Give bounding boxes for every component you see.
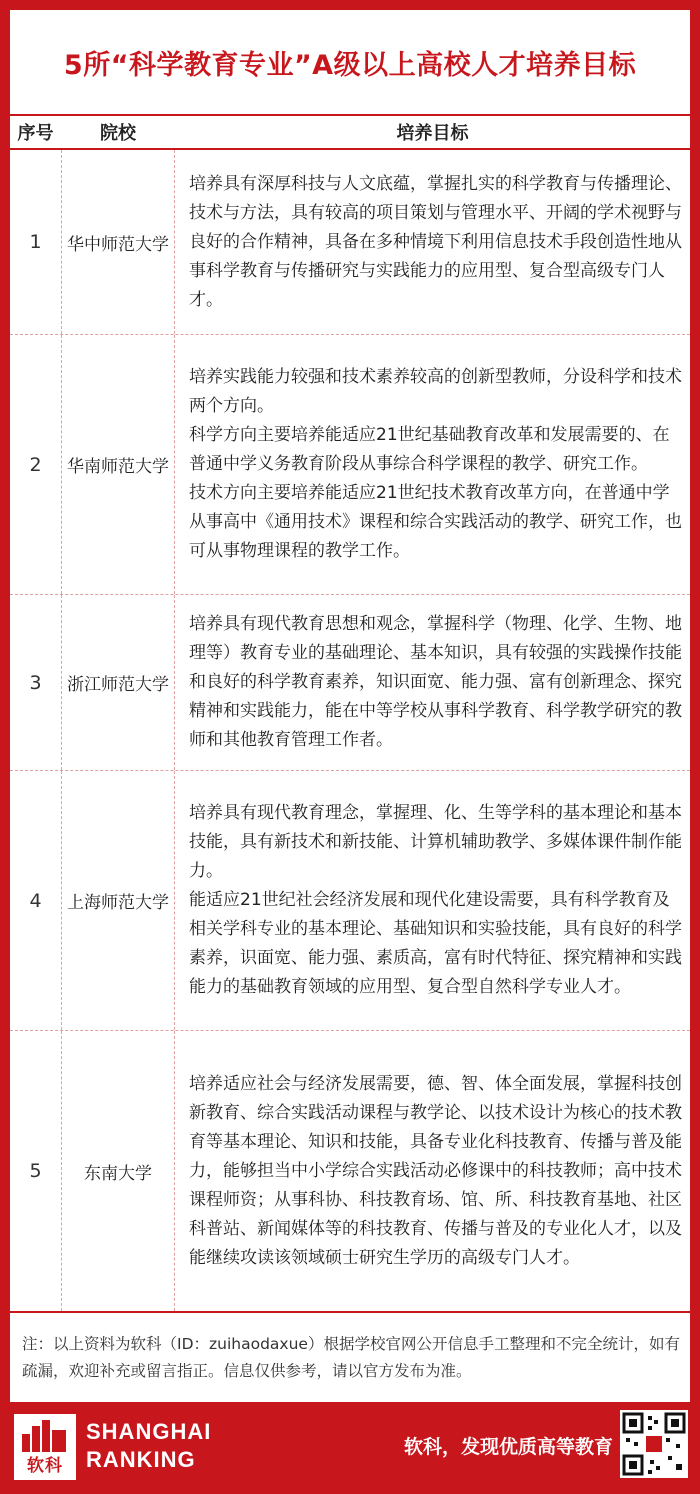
goal-paragraph: 培养具有现代教育思想和观念，掌握科学（物理、化学、生物、地理等）教育专业的基础理论、基本知识，具有较强的实践操作技能和良好的科学教育素养，知识面宽、能力强、富有创新理念、探究精神和实践能力，能在中等学校从事科学教育、科学教学研究的教师和其他教育管理工作者。 (189, 614, 682, 750)
goal-paragraph: 培养实践能力较强和技术素养较高的创新型教师，分设科学和技术两个方向。 (189, 367, 682, 416)
header-school: 院校 (100, 123, 136, 144)
page-title: 5所“科学教育专业”A级以上高校人才培养目标 (63, 49, 637, 81)
school-name: 华南师范大学 (61, 335, 175, 594)
training-goal (175, 595, 690, 770)
content-card (10, 10, 690, 1402)
table-row (10, 1031, 690, 1313)
training-goal (175, 771, 690, 1030)
brand-line-2: RANKING (86, 1447, 196, 1472)
row-number: 3 (29, 671, 42, 694)
table-row (10, 150, 690, 335)
training-goal (175, 335, 690, 594)
school-name: 上海师范大学 (61, 771, 175, 1030)
training-goal (175, 1031, 690, 1311)
table-row (10, 595, 690, 771)
row-number: 2 (29, 453, 42, 476)
school-name: 浙江师范大学 (61, 595, 175, 770)
row-number: 5 (29, 1160, 42, 1182)
brand-name (86, 1418, 211, 1474)
shanghai-ranking-logo[interactable] (14, 1414, 76, 1480)
table-row (10, 771, 690, 1031)
slogan: 软科，发现优质高等教育 (404, 1436, 614, 1458)
school-name: 华中师范大学 (61, 150, 175, 334)
school-name: 东南大学 (61, 1031, 175, 1311)
row-number: 1 (29, 231, 42, 253)
goal-paragraph: 能适应21世纪社会经济发展和现代化建设需要，具有科学教育及相关学科专业的基本理论、基础知识和实验技能，具有良好的科学素养，识面宽、能力强、素质高，富有时代特征、探究精神和实践能力的基础教育领域的应用型、复合型自然科学专业人才。 (189, 890, 682, 997)
footnote: 注：以上资料为软科（ID：zuihaodaxue）根据学校官网公开信息手工整理和不完全统计，如有疏漏，欢迎补充或留言指正。信息仅供参考，请以官方发布为准。 (22, 1335, 680, 1380)
bar-chart-icon (22, 1420, 68, 1452)
goal-paragraph: 科学方向主要培养能适应21世纪基础教育改革和发展需要的、在普通中学义务教育阶段从事综合科学课程的教学、研究工作。 (189, 425, 670, 474)
goal-paragraph: 技术方向主要培养能适应21世纪技术教育改革方向，在普通中学从事高中《通用技术》课程和综合实践活动的教学、研究工作，也可从事物理课程的教学工作。 (189, 483, 682, 561)
goal-paragraph: 培养适应社会与经济发展需要，德、智、体全面发展，掌握科技创新教育、综合实践活动课程与教学论、以技术设计为核心的技术教育等基本理论、知识和技能，具备专业化科技教育、传播与普及能力，能够担当中小学综合实践活动必修课中的科技教师；高中技术课程师资；从事科协、科技教育场、馆、所、科技教育基地、社区科普站、新闻媒体等的科技教育、传播与普及的专业化人才，以及能继续攻读该领域硕士研究生学历的高级专门人才。 (189, 1073, 682, 1268)
header-goal: 培养目标 (396, 123, 469, 144)
qr-code-icon[interactable] (620, 1410, 688, 1478)
goal-paragraph: 培养具有现代教育理念，掌握理、化、生等学科的基本理论和基本技能，具有新技术和新技能、计算机辅助教学、多媒体课件制作能力。 (189, 803, 682, 881)
training-goal (175, 150, 690, 334)
header-no: 序号 (17, 123, 54, 144)
logo-text: 软科 (27, 1456, 63, 1476)
brand-line-1: SHANGHAI (86, 1419, 212, 1444)
table-header (10, 114, 690, 150)
row-number: 4 (29, 889, 42, 912)
footer-bar (0, 1402, 700, 1494)
goals-table (10, 114, 690, 1313)
table-body (10, 150, 690, 1313)
goal-paragraph: 培养具有深厚科技与人文底蕴，掌握扎实的科学教育与传播理论、技术与方法，具有较高的项目策划与管理水平、开阔的学术视野与良好的合作精神，具备在多种情境下利用信息技术手段创造性地从事科学教育与传播研究与实践能力的应用型、复合型高级专门人才。 (189, 173, 682, 310)
table-row (10, 335, 690, 595)
